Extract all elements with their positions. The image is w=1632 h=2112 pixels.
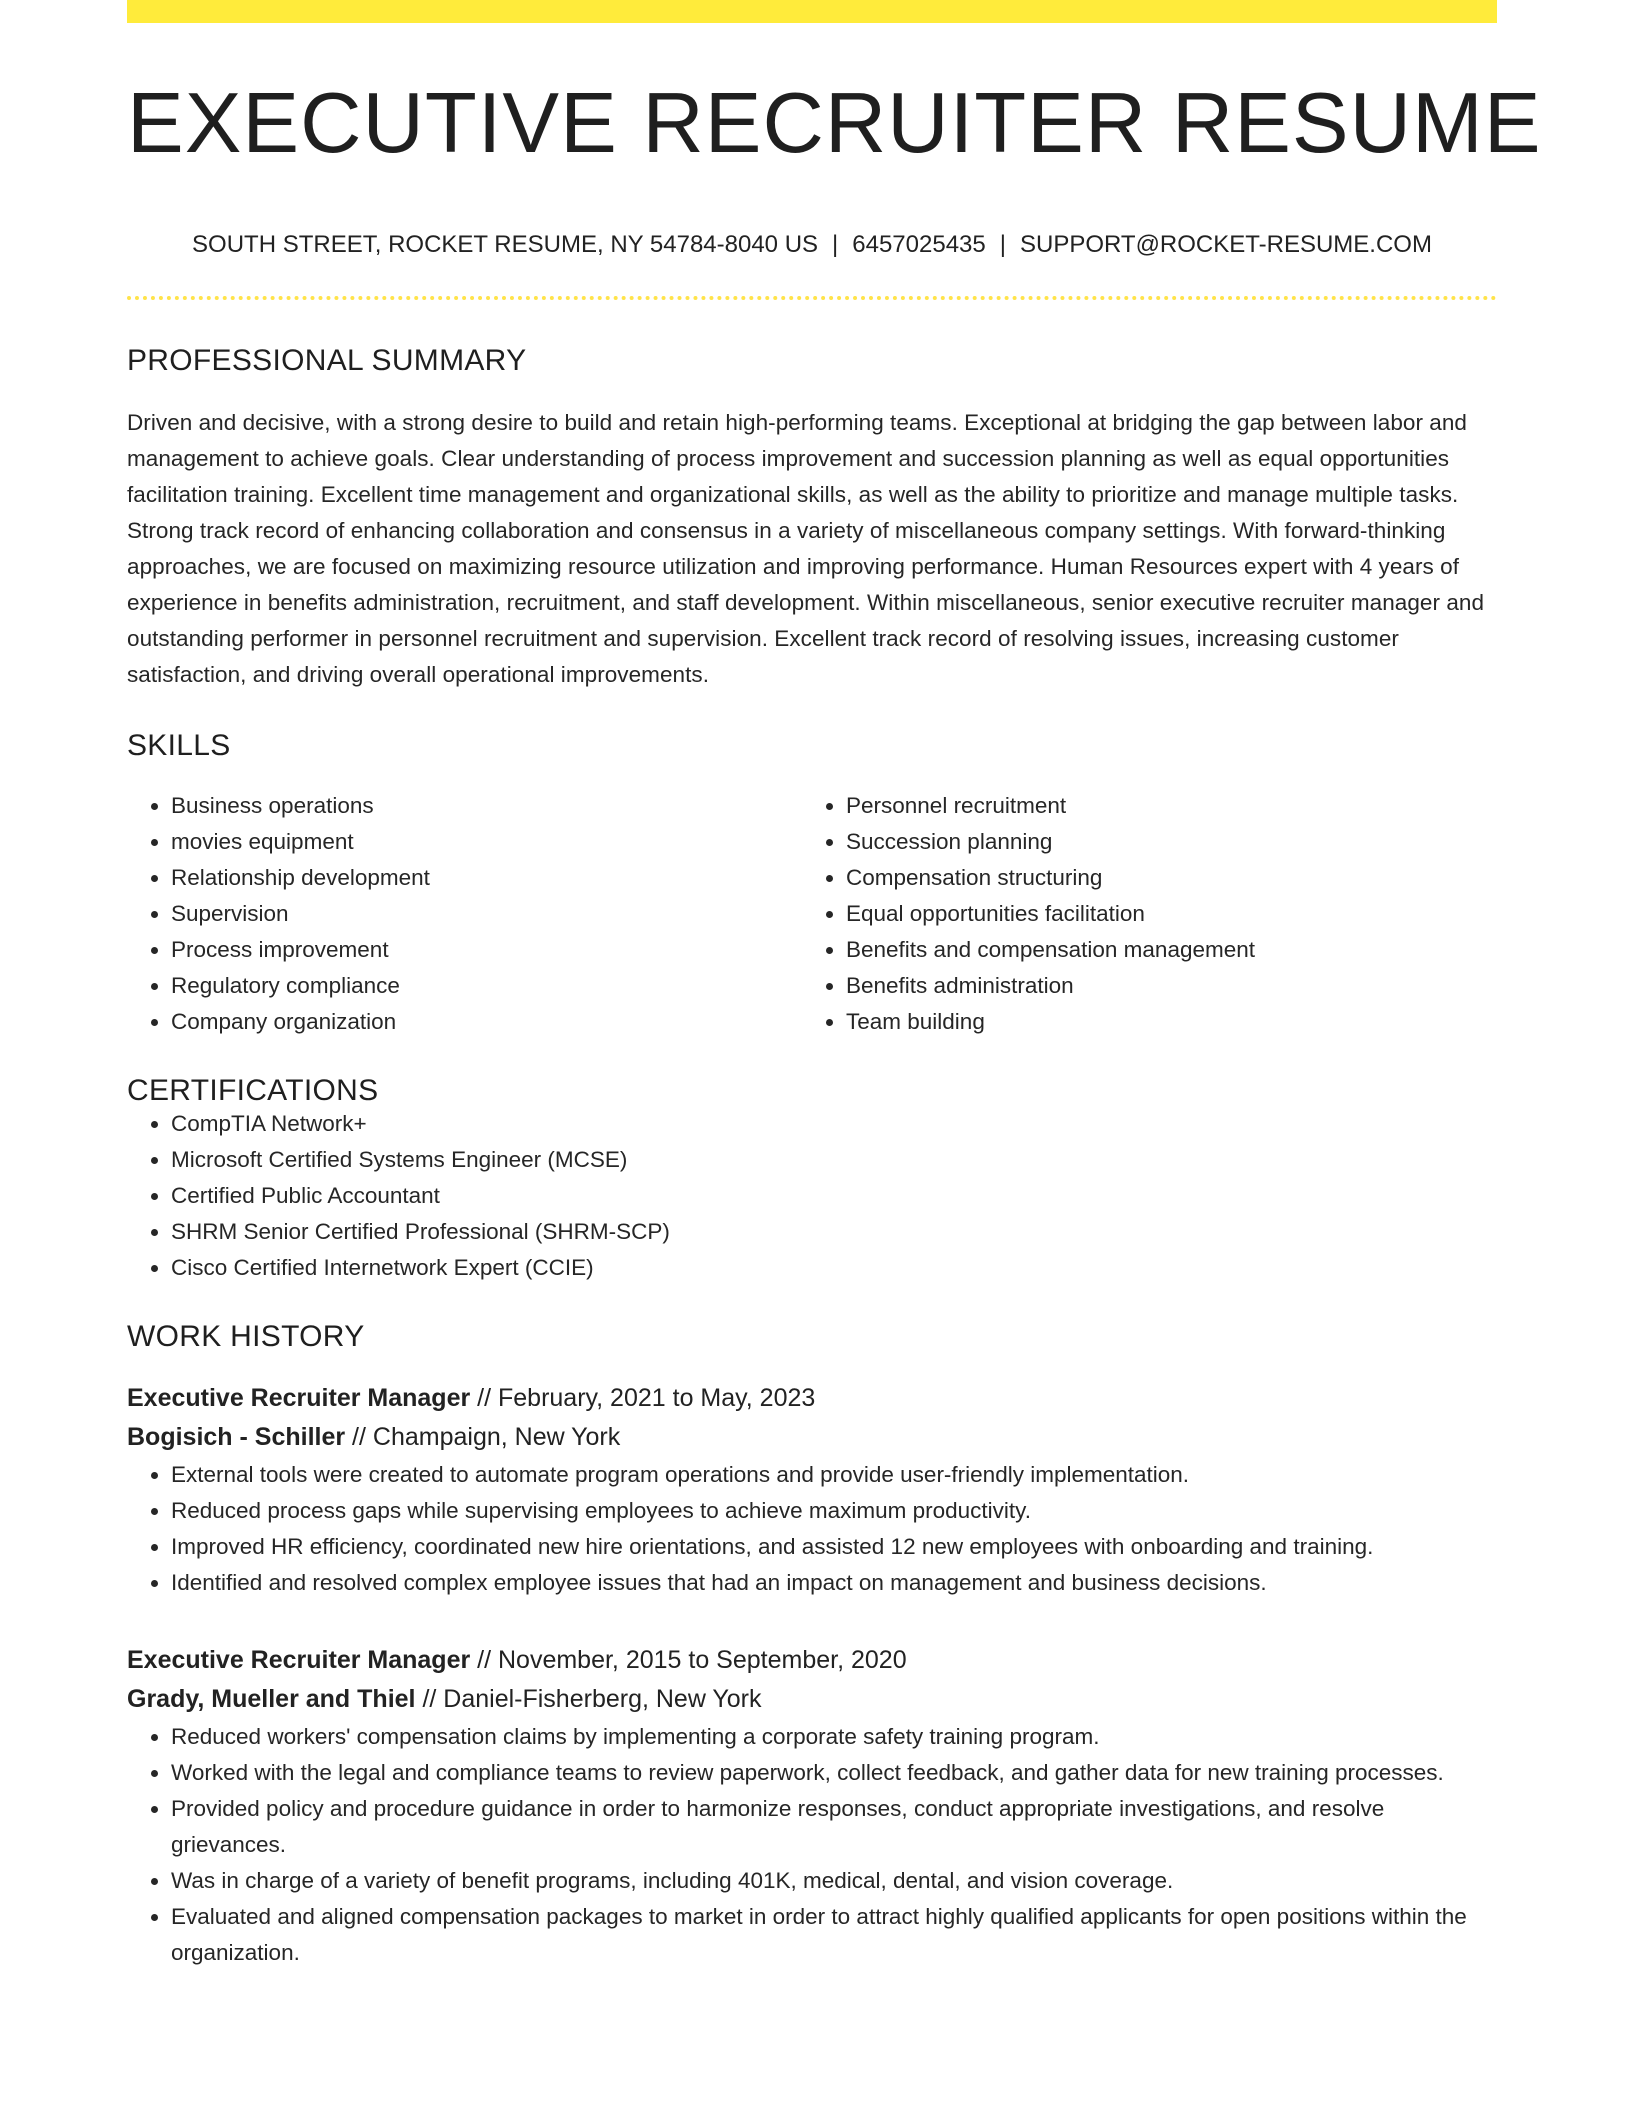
skill-item: • movies equipment — [171, 824, 802, 860]
job-bullets — [127, 1457, 1497, 1601]
job-company: Bogisich - Schiller — [127, 1423, 346, 1451]
certification-item: • CompTIA Network+ — [171, 1106, 1497, 1142]
job-bullet: • Identified and resolved complex employee issues that had an impact on management and business decisions. — [171, 1565, 1497, 1601]
skills-list-right — [802, 788, 1477, 1040]
job-entry — [127, 1641, 1497, 1971]
job-bullet: • Reduced workers' compensation claims by implementing a corporate safety training program. — [171, 1719, 1497, 1755]
job-title-line — [127, 1641, 1497, 1680]
skill-item: • Team building — [846, 1004, 1477, 1040]
job-location: // Daniel-Fisherberg, New York — [415, 1685, 762, 1713]
skill-item: • Business operations — [171, 788, 802, 824]
job-bullet: • Evaluated and aligned compensation packages to market in order to attract highly qualified applicants for open positions within the organization. — [171, 1899, 1497, 1971]
job-entry — [127, 1379, 1497, 1601]
skill-item: • Benefits and compensation management — [846, 932, 1477, 968]
contact-email: SUPPORT@ROCKET-RESUME.COM — [1019, 231, 1432, 258]
skills-grid — [127, 788, 1497, 1040]
contact-address: SOUTH STREET, ROCKET RESUME, NY 54784-8040 US — [192, 231, 819, 258]
certification-item: • SHRM Senior Certified Professional (SHRM-SCP) — [171, 1214, 1497, 1250]
certification-item: • Certified Public Accountant — [171, 1178, 1497, 1214]
certification-item: • Microsoft Certified Systems Engineer (MCSE) — [171, 1142, 1497, 1178]
contact-separator: | — [832, 231, 839, 258]
work-history-heading: WORK HISTORY — [127, 1320, 365, 1353]
contact-info — [127, 233, 1497, 257]
contact-separator: | — [999, 231, 1006, 258]
job-dates: // November, 2015 to September, 2020 — [470, 1646, 907, 1674]
job-bullets — [127, 1719, 1497, 1971]
header-divider — [127, 296, 1497, 300]
summary-heading: PROFESSIONAL SUMMARY — [127, 344, 527, 377]
resume-title: EXECUTIVE RECRUITER RESUME — [127, 76, 1542, 171]
accent-bar — [127, 0, 1497, 23]
certifications-heading: CERTIFICATIONS — [127, 1074, 379, 1107]
job-title: Executive Recruiter Manager — [127, 1384, 471, 1412]
job-company-line — [127, 1680, 1497, 1719]
skill-item: • Personnel recruitment — [846, 788, 1477, 824]
job-bullet: • Provided policy and procedure guidance in order to harmonize responses, conduct appropriate investigations, and resolve grievances. — [171, 1791, 1497, 1863]
skill-item: • Equal opportunities facilitation — [846, 896, 1477, 932]
skills-column-right — [802, 788, 1477, 1040]
skills-column-left — [127, 788, 802, 1040]
skills-list-left — [127, 788, 802, 1040]
resume-page — [127, 0, 1542, 1971]
skill-item: • Benefits administration — [846, 968, 1477, 1004]
job-bullet: • Reduced process gaps while supervising employees to achieve maximum productivity. — [171, 1493, 1497, 1529]
skill-item: • Process improvement — [171, 932, 802, 968]
job-dates: // February, 2021 to May, 2023 — [470, 1384, 816, 1412]
certification-item: • Cisco Certified Internetwork Expert (CCIE) — [171, 1250, 1497, 1286]
job-bullet: • Worked with the legal and compliance teams to review paperwork, collect feedback, and gather data for new training processes. — [171, 1755, 1497, 1791]
skill-item: • Compensation structuring — [846, 860, 1477, 896]
skill-item: • Company organization — [171, 1004, 802, 1040]
job-title-line — [127, 1379, 1497, 1418]
job-bullet: • Improved HR efficiency, coordinated new hire orientations, and assisted 12 new employees with onboarding and training. — [171, 1529, 1497, 1565]
skill-item: • Supervision — [171, 896, 802, 932]
job-bullet: • Was in charge of a variety of benefit programs, including 401K, medical, dental, and vision coverage. — [171, 1863, 1497, 1899]
skill-item: • Relationship development — [171, 860, 802, 896]
skill-item: • Regulatory compliance — [171, 968, 802, 1004]
job-company-line — [127, 1418, 1497, 1457]
contact-phone: 6457025435 — [852, 231, 986, 258]
skills-heading: SKILLS — [127, 729, 231, 762]
certifications-list — [127, 1106, 1497, 1286]
job-bullet: • External tools were created to automate program operations and provide user-friendly implementation. — [171, 1457, 1497, 1493]
job-location: // Champaign, New York — [345, 1423, 621, 1451]
summary-text: Driven and decisive, with a strong desire to build and retain high-performing teams. Exceptional at bridging the gap between labor and management to achieve goals. Clear understanding of process improvement and succession planning as well as equal opportunities facilitation training. Excellent time management and organizational skills, as well as the ability to prioritize and manage multiple tasks. Strong track record of enhancing collaboration and consensus in a variety of miscellaneous company settings. With forward-thinking approaches, we are focused on maximizing resource utilization and improving performance. Human Resources expert with 4 years of experience in benefits administration, recruitment, and staff development. Within miscellaneous, senior executive recruiter manager and outstanding performer in personnel recruitment and supervision. Excellent track record of resolving issues, increasing customer satisfaction, and driving overall operational improvements. — [127, 410, 1485, 687]
job-title: Executive Recruiter Manager — [127, 1646, 471, 1674]
job-company: Grady, Mueller and Thiel — [127, 1685, 416, 1713]
skill-item: • Succession planning — [846, 824, 1477, 860]
